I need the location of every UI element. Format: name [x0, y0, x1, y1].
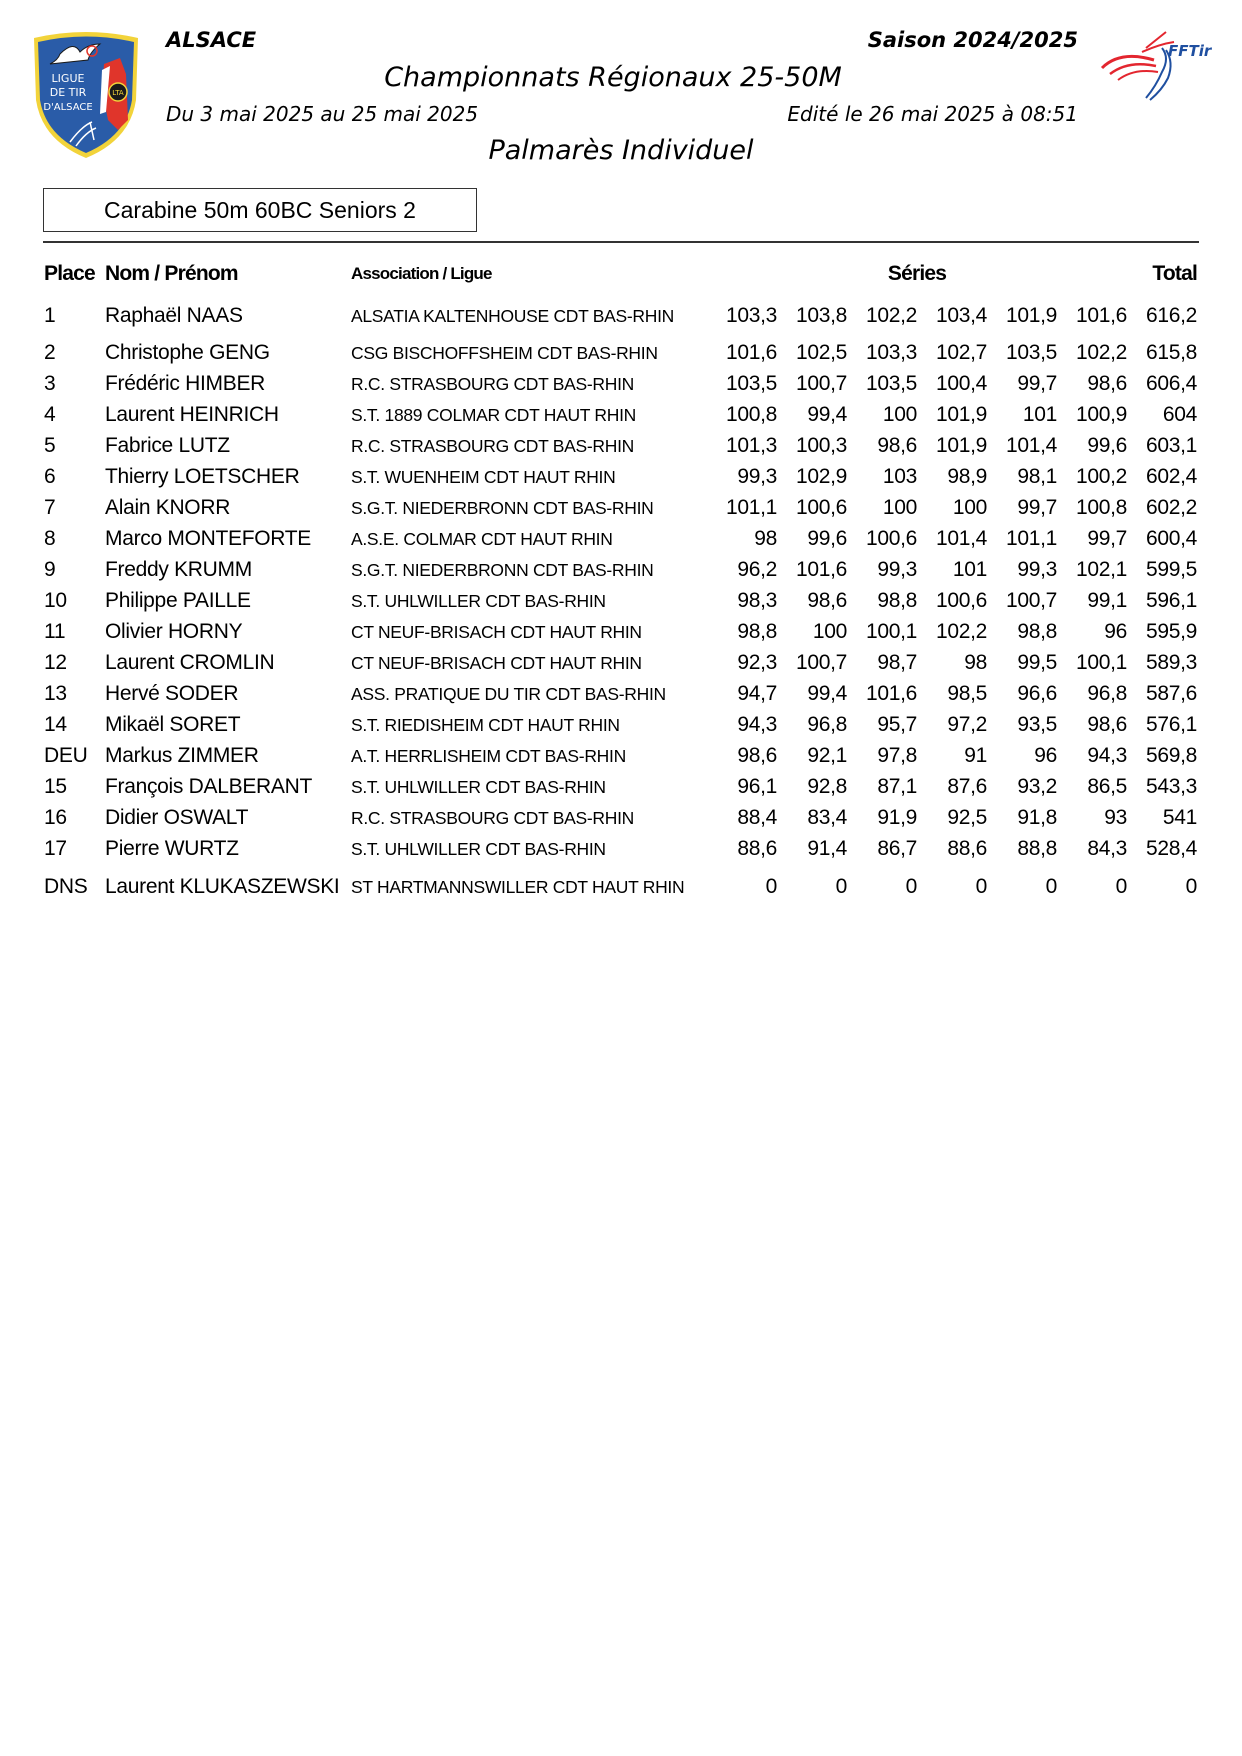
series-1-cell: 103,5: [725, 371, 777, 395]
series-1-cell: 94,3: [737, 712, 777, 736]
series-3-cell: 91,9: [877, 805, 917, 829]
series-5-cell: 99,5: [1017, 650, 1057, 674]
category-box: [43, 188, 477, 232]
place-cell: DNS: [44, 874, 88, 898]
total-cell: 603,1: [1145, 433, 1197, 457]
series-5-cell: 101,9: [1005, 304, 1057, 327]
series-6-cell: 84,3: [1087, 836, 1127, 860]
series-2-cell: 83,4: [807, 805, 847, 829]
series-2-cell: 0: [835, 874, 847, 898]
total-cell: 615,8: [1145, 340, 1197, 364]
series-5-cell: 101,1: [1005, 526, 1057, 550]
table-row: [44, 492, 1197, 523]
table-row: [44, 523, 1197, 554]
series-1-cell: 98: [754, 526, 777, 550]
series-6-cell: 99,1: [1087, 588, 1127, 612]
series-4-cell: 100: [952, 495, 987, 519]
name-cell: Didier OSWALT: [105, 805, 249, 829]
series-6-cell: 100,9: [1075, 402, 1127, 426]
region-label: ALSACE: [166, 28, 257, 52]
series-3-cell: 103: [882, 464, 917, 488]
series-3-cell: 103,3: [865, 340, 917, 364]
association-cell: CT NEUF-BRISACH CDT HAUT RHIN: [351, 652, 642, 673]
association-cell: S.T. 1889 COLMAR CDT HAUT RHIN: [351, 404, 637, 425]
table-row: [44, 295, 1197, 337]
name-cell: Marco MONTEFORTE: [105, 526, 311, 550]
lta-badge-text: LTA: [112, 89, 124, 97]
place-cell: 1: [44, 304, 56, 327]
association-cell: S.T. UHLWILLER CDT BAS-RHIN: [351, 590, 606, 611]
name-cell: Hervé SODER: [105, 681, 239, 705]
place-cell: 10: [44, 588, 67, 612]
series-1-cell: 88,4: [737, 805, 777, 829]
table-row: [44, 585, 1197, 616]
series-1-cell: 99,3: [737, 464, 777, 488]
series-2-cell: 102,5: [795, 340, 847, 364]
total-cell: 616,2: [1145, 304, 1197, 327]
series-6-cell: 100,1: [1075, 650, 1127, 674]
series-6-cell: 102,2: [1075, 340, 1127, 364]
series-6-cell: 101,6: [1075, 304, 1127, 327]
series-6-cell: 94,3: [1087, 743, 1127, 767]
table-row: [44, 740, 1197, 771]
championship-title-text: Championnats Régionaux 25-50M: [384, 62, 842, 93]
table-row: [44, 337, 1197, 368]
place-cell: 8: [44, 526, 56, 550]
column-header-place: Place: [44, 262, 95, 285]
series-1-cell: 101,1: [725, 495, 777, 519]
total-cell: 596,1: [1145, 588, 1197, 612]
total-cell: 600,4: [1145, 526, 1197, 550]
table-header-row: [44, 253, 1197, 295]
fftir-logo-text: FFTir: [1168, 42, 1212, 60]
svg-text:D'ALSACE: D'ALSACE: [43, 102, 93, 113]
series-5-cell: 99,7: [1017, 371, 1057, 395]
association-cell: S.T. UHLWILLER CDT BAS-RHIN: [351, 776, 606, 797]
series-4-cell: 0: [975, 874, 987, 898]
name-cell: Olivier HORNY: [105, 619, 243, 643]
series-5-cell: 96,6: [1017, 681, 1057, 705]
place-cell: 3: [44, 371, 56, 395]
place-cell: 6: [44, 464, 56, 488]
table-row: [44, 368, 1197, 399]
name-cell: Fabrice LUTZ: [105, 433, 230, 457]
series-6-cell: 102,1: [1075, 557, 1127, 581]
series-6-cell: 100,2: [1075, 464, 1127, 488]
place-cell: 4: [44, 402, 56, 426]
category-label: Carabine 50m 60BC Seniors 2: [104, 196, 416, 223]
total-cell: 589,3: [1145, 650, 1197, 674]
table-row: [44, 616, 1197, 647]
total-cell: 599,5: [1145, 557, 1197, 581]
series-2-cell: 101,6: [795, 557, 847, 581]
total-cell: 569,8: [1145, 743, 1197, 767]
results-table: [44, 253, 1197, 909]
total-cell: 576,1: [1145, 712, 1197, 736]
series-2-cell: 99,4: [807, 402, 847, 426]
series-4-cell: 102,2: [935, 619, 987, 643]
series-6-cell: 86,5: [1087, 774, 1127, 798]
series-5-cell: 103,5: [1005, 340, 1057, 364]
report-title-text: Palmarès Individuel: [488, 135, 754, 166]
series-3-cell: 101,6: [865, 681, 917, 705]
association-cell: A.T. HERRLISHEIM CDT BAS-RHIN: [351, 745, 626, 766]
series-5-cell: 88,8: [1017, 836, 1057, 860]
total-cell: 595,9: [1145, 619, 1197, 643]
series-5-cell: 98,8: [1017, 619, 1057, 643]
series-6-cell: 98,6: [1087, 712, 1127, 736]
series-4-cell: 87,6: [947, 774, 987, 798]
series-6-cell: 99,7: [1087, 526, 1127, 550]
series-5-cell: 99,7: [1017, 495, 1057, 519]
series-3-cell: 98,7: [877, 650, 917, 674]
series-1-cell: 98,3: [737, 588, 777, 612]
name-cell: Freddy KRUMM: [105, 557, 252, 581]
season-label: Saison 2024/2025: [867, 28, 1078, 52]
series-3-cell: 98,8: [877, 588, 917, 612]
name-cell: François DALBERANT: [105, 774, 312, 798]
association-cell: R.C. STRASBOURG CDT BAS-RHIN: [351, 373, 634, 394]
series-2-cell: 91,4: [807, 836, 847, 860]
name-cell: Markus ZIMMER: [105, 743, 259, 767]
series-4-cell: 101,9: [935, 433, 987, 457]
association-cell: CSG BISCHOFFSHEIM CDT BAS-RHIN: [351, 342, 658, 363]
series-5-cell: 101,4: [1005, 433, 1057, 457]
total-cell: 528,4: [1145, 836, 1197, 860]
place-cell: 14: [44, 712, 67, 736]
series-4-cell: 100,6: [935, 588, 987, 612]
total-cell: 606,4: [1145, 371, 1197, 395]
series-2-cell: 100,7: [795, 650, 847, 674]
table-row: [44, 802, 1197, 833]
series-4-cell: 101: [952, 557, 987, 581]
series-3-cell: 100,6: [865, 526, 917, 550]
name-cell: Christophe GENG: [105, 340, 270, 364]
table-row: [44, 430, 1197, 461]
series-4-cell: 98,9: [947, 464, 987, 488]
total-cell: 543,3: [1145, 774, 1197, 798]
series-1-cell: 98,6: [737, 743, 777, 767]
total-cell: 587,6: [1145, 681, 1197, 705]
place-cell: 13: [44, 681, 67, 705]
header-divider: [43, 241, 1199, 243]
table-row: [44, 833, 1197, 864]
series-4-cell: 97,2: [947, 712, 987, 736]
results-table-body: [44, 295, 1197, 909]
series-6-cell: 0: [1115, 874, 1127, 898]
date-range: Du 3 mai 2025 au 25 mai 2025: [166, 102, 479, 126]
association-cell: S.G.T. NIEDERBRONN CDT BAS-RHIN: [351, 497, 654, 518]
series-4-cell: 91: [964, 743, 987, 767]
series-2-cell: 99,6: [807, 526, 847, 550]
name-cell: Alain KNORR: [105, 495, 231, 519]
series-3-cell: 0: [905, 874, 917, 898]
series-6-cell: 100,8: [1075, 495, 1127, 519]
table-row: [44, 399, 1197, 430]
series-1-cell: 103,3: [725, 304, 777, 327]
association-cell: R.C. STRASBOURG CDT BAS-RHIN: [351, 435, 634, 456]
total-cell: 602,2: [1145, 495, 1197, 519]
series-4-cell: 98: [964, 650, 987, 674]
name-cell: Pierre WURTZ: [105, 836, 239, 860]
series-1-cell: 92,3: [737, 650, 777, 674]
column-header-total: Total: [1152, 262, 1197, 285]
series-3-cell: 100: [882, 495, 917, 519]
name-cell: Frédéric HIMBER: [105, 371, 266, 395]
series-6-cell: 98,6: [1087, 371, 1127, 395]
series-3-cell: 99,3: [877, 557, 917, 581]
association-cell: R.C. STRASBOURG CDT BAS-RHIN: [351, 807, 634, 828]
series-1-cell: 96,1: [737, 774, 777, 798]
table-row: [44, 709, 1197, 740]
column-header-name: Nom / Prénom: [105, 262, 238, 285]
association-cell: S.T. RIEDISHEIM CDT HAUT RHIN: [351, 714, 620, 735]
series-3-cell: 100,1: [865, 619, 917, 643]
name-cell: Laurent KLUKASZEWSKI: [105, 875, 340, 898]
name-cell: Laurent CROMLIN: [105, 650, 275, 674]
association-cell: ALSATIA KALTENHOUSE CDT BAS-RHIN: [351, 306, 674, 326]
place-cell: 9: [44, 557, 56, 581]
name-cell: Philippe PAILLE: [105, 588, 251, 612]
series-5-cell: 101: [1022, 402, 1057, 426]
series-3-cell: 98,6: [877, 433, 917, 457]
place-cell: DEU: [44, 743, 88, 767]
place-cell: 7: [44, 495, 56, 519]
series-2-cell: 92,1: [807, 743, 847, 767]
association-cell: S.T. UHLWILLER CDT BAS-RHIN: [351, 838, 606, 859]
series-3-cell: 97,8: [877, 743, 917, 767]
series-6-cell: 96: [1104, 619, 1127, 643]
series-1-cell: 0: [765, 874, 777, 898]
series-5-cell: 99,3: [1017, 557, 1057, 581]
association-cell: ST HARTMANNSWILLER CDT HAUT RHIN: [351, 876, 685, 897]
series-3-cell: 103,5: [865, 371, 917, 395]
table-row: [44, 554, 1197, 585]
association-cell: ASS. PRATIQUE DU TIR CDT BAS-RHIN: [351, 683, 666, 704]
report-title: [0, 135, 1242, 166]
total-cell: 541: [1162, 805, 1197, 829]
series-3-cell: 102,2: [865, 304, 917, 327]
association-cell: A.S.E. COLMAR CDT HAUT RHIN: [351, 528, 613, 549]
series-5-cell: 100,7: [1005, 588, 1057, 612]
series-6-cell: 96,8: [1087, 681, 1127, 705]
series-2-cell: 100,7: [795, 371, 847, 395]
series-4-cell: 88,6: [947, 836, 987, 860]
place-cell: 16: [44, 805, 67, 829]
table-row: [44, 864, 1197, 909]
series-4-cell: 100,4: [935, 371, 987, 395]
column-header-series: Séries: [887, 262, 947, 285]
series-1-cell: 98,8: [737, 619, 777, 643]
series-2-cell: 100,6: [795, 495, 847, 519]
series-2-cell: 103,8: [795, 304, 847, 327]
place-cell: 11: [44, 619, 66, 643]
name-cell: Raphaël NAAS: [105, 304, 243, 327]
series-5-cell: 98,1: [1017, 464, 1057, 488]
series-2-cell: 99,4: [807, 681, 847, 705]
association-cell: S.G.T. NIEDERBRONN CDT BAS-RHIN: [351, 559, 654, 580]
series-4-cell: 92,5: [947, 805, 987, 829]
series-4-cell: 102,7: [935, 340, 987, 364]
name-cell: Mikaël SORET: [105, 712, 241, 736]
place-cell: 15: [44, 774, 67, 798]
edited-timestamp: Edité le 26 mai 2025 à 08:51: [787, 102, 1078, 126]
series-4-cell: 101,9: [935, 402, 987, 426]
table-row: [44, 678, 1197, 709]
series-1-cell: 100,8: [725, 402, 777, 426]
series-3-cell: 95,7: [877, 712, 917, 736]
series-2-cell: 102,9: [795, 464, 847, 488]
series-1-cell: 101,3: [725, 433, 777, 457]
table-row: [44, 461, 1197, 492]
place-cell: 12: [44, 650, 67, 674]
series-5-cell: 0: [1045, 874, 1057, 898]
series-5-cell: 93,5: [1017, 712, 1057, 736]
place-cell: 17: [44, 836, 67, 860]
series-4-cell: 103,4: [935, 304, 987, 327]
series-2-cell: 96,8: [807, 712, 847, 736]
name-cell: Laurent HEINRICH: [105, 402, 279, 426]
svg-text:LIGUE: LIGUE: [51, 72, 85, 85]
table-row: [44, 771, 1197, 802]
series-4-cell: 101,4: [935, 526, 987, 550]
place-cell: 2: [44, 340, 56, 364]
place-cell: 5: [44, 433, 56, 457]
series-2-cell: 98,6: [807, 588, 847, 612]
column-header-association: Association / Ligue: [351, 264, 492, 283]
series-4-cell: 98,5: [947, 681, 987, 705]
series-1-cell: 96,2: [737, 557, 777, 581]
svg-text:DE TIR: DE TIR: [49, 86, 87, 99]
series-2-cell: 92,8: [807, 774, 847, 798]
series-1-cell: 88,6: [737, 836, 777, 860]
series-6-cell: 99,6: [1087, 433, 1127, 457]
series-6-cell: 93: [1104, 805, 1127, 829]
total-cell: 0: [1185, 874, 1197, 898]
series-3-cell: 100: [882, 402, 917, 426]
series-2-cell: 100,3: [795, 433, 847, 457]
total-cell: 602,4: [1145, 464, 1197, 488]
table-row: [44, 647, 1197, 678]
series-5-cell: 93,2: [1017, 774, 1057, 798]
association-cell: S.T. WUENHEIM CDT HAUT RHIN: [351, 466, 616, 487]
association-cell: CT NEUF-BRISACH CDT HAUT RHIN: [351, 621, 642, 642]
series-2-cell: 100: [812, 619, 847, 643]
series-1-cell: 101,6: [725, 340, 777, 364]
championship-title: [0, 62, 1242, 93]
total-cell: 604: [1162, 402, 1197, 426]
series-3-cell: 87,1: [877, 774, 917, 798]
series-5-cell: 96: [1034, 743, 1057, 767]
series-3-cell: 86,7: [877, 836, 917, 860]
series-5-cell: 91,8: [1017, 805, 1057, 829]
series-1-cell: 94,7: [737, 681, 777, 705]
name-cell: Thierry LOETSCHER: [105, 464, 300, 488]
